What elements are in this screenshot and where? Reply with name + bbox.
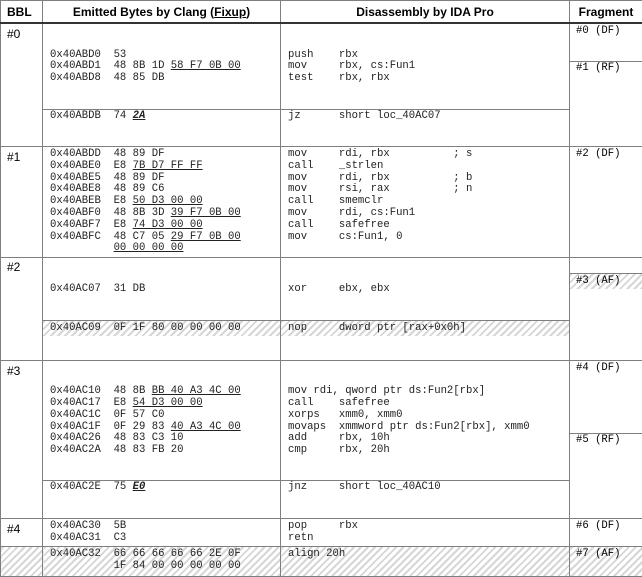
disasm-line: mov rdi, qword ptr ds:Fun2[rbx] (288, 386, 569, 398)
fragment-cell-2 (570, 258, 642, 360)
disasm-cell-0 (281, 23, 570, 146)
fragment-label: #5 (RF) (570, 435, 642, 447)
header-emitted-bytes-text: Emitted Bytes by Clang ( (73, 5, 214, 19)
disasm-line: mov rbx, cs:Fun1 (288, 61, 569, 73)
bytes-block (43, 109, 280, 123)
fragment-label: #3 (AF) (570, 276, 642, 288)
fixup-bytes: 58 F7 0B 00 (171, 60, 241, 72)
fixup-bytes: 74 D3 00 00 (133, 219, 203, 231)
fragment-label: #7 (AF) (570, 549, 642, 561)
fixup-bytes: 29 F7 0B 00 (171, 231, 241, 243)
bbl-label-1: #1 (1, 146, 43, 257)
fixup-bytes: 50 D3 00 00 (133, 195, 203, 207)
fragment-cell-3 (570, 360, 642, 518)
disasm-block (288, 147, 569, 257)
byte-text: 0x40AC17 E8 (50, 397, 133, 409)
disasm-line: retn (288, 533, 569, 545)
bytes-line (50, 533, 280, 545)
header-fixup-text: Fixup (214, 5, 246, 19)
disasm-cell-3 (281, 360, 570, 518)
bytes-line (50, 561, 280, 573)
disasm-line: xor ebx, ebx (288, 284, 569, 296)
disasm-line: pop rbx (288, 521, 569, 533)
byte-text: 0x40ABF7 E8 (50, 219, 133, 231)
bbl-label-4: #4 (1, 518, 43, 547)
byte-text: 1F 84 00 00 00 00 00 (50, 560, 241, 572)
disasm-line: call safefree (288, 398, 569, 410)
byte-text: 0x40AC30 5B (50, 520, 126, 532)
byte-text: 0x40ABE8 48 89 C6 (50, 183, 164, 195)
byte-text: 0x40AC10 48 8B (50, 385, 152, 397)
bytes-block (43, 282, 280, 297)
byte-text: 0x40ABE0 E8 (50, 160, 133, 172)
bbl-label-0: #0 (1, 23, 43, 146)
disasm-line: cmp rbx, 20h (288, 445, 569, 457)
header-fragment: Fragment (570, 1, 642, 24)
bytes-block (50, 48, 280, 85)
disasm-line: mov rsi, rax ; n (288, 184, 569, 196)
jump-offset-fixup: 2A (133, 110, 146, 122)
byte-text: 0x40ABFC 48 C7 05 (50, 231, 171, 243)
disasm-cell-4 (281, 518, 570, 547)
disasm-line: call _strlen (288, 161, 569, 173)
byte-text: 0x40ABF0 48 8B 3D (50, 207, 171, 219)
header-paren: ) (246, 5, 250, 19)
fixup-bytes: 7B D7 FF FF (133, 160, 203, 172)
disasm-line: mov rdi, cs:Fun1 (288, 208, 569, 220)
disasm-line: jz short loc_40AC07 (288, 111, 569, 123)
bytes-line (50, 445, 280, 457)
bytes-line (50, 323, 280, 335)
bytes-block (43, 480, 280, 494)
byte-text: 0x40AC2A 48 83 FB 20 (50, 444, 184, 456)
fragment-label: #1 (RF) (570, 63, 642, 75)
byte-text: 0x40ABD8 48 85 DB (50, 72, 164, 84)
header-disassembly: Disassembly by IDA Pro (281, 1, 570, 24)
disasm-line: mov rdi, rbx ; s (288, 149, 569, 161)
disasm-line (288, 243, 569, 255)
disasm-line: mov rdi, rbx ; b (288, 173, 569, 185)
disasm-block (288, 384, 569, 457)
disasm-line: nop dword ptr [rax+0x0h] (288, 323, 569, 335)
bbl-row-1 (1, 146, 642, 257)
bytes-cell-0 (43, 23, 281, 146)
bytes-line (50, 284, 280, 296)
bytes-cell-5 (43, 547, 281, 577)
bytes-cell-4 (43, 518, 281, 547)
fragment-cell-5 (570, 547, 642, 577)
bytes-line (50, 111, 280, 123)
bbl-row-3 (1, 360, 642, 518)
bytes-line (50, 482, 280, 494)
disasm-line: jnz short loc_40AC10 (288, 482, 569, 494)
disasm-cell-5 (281, 547, 570, 577)
header-row (1, 1, 642, 24)
byte-text: 0x40AC1F 0F 29 83 (50, 421, 171, 433)
bytes-block (43, 320, 280, 336)
byte-text: 0x40AC2E 75 (50, 481, 133, 493)
fixup-bytes: 39 F7 0B 00 (171, 207, 241, 219)
bytes-block (50, 147, 280, 257)
byte-text: 0x40AC31 C3 (50, 532, 126, 544)
bytes-line (50, 73, 280, 85)
byte-text: 0x40AC07 31 DB (50, 283, 145, 295)
disasm-line: align 20h (288, 549, 569, 561)
byte-text: 0x40ABD1 48 8B 1D (50, 60, 171, 72)
byte-text: 0x40AC1C 0F 57 C0 (50, 409, 164, 421)
fragment-cell-0 (570, 23, 642, 146)
byte-text: 0x40ABDD 48 89 DF (50, 148, 164, 160)
byte-text: 0x40ABDB 74 (50, 110, 133, 122)
header-emitted-bytes (43, 1, 281, 24)
fixup-bytes: 40 A3 4C 00 (171, 421, 241, 433)
bytes-block (50, 384, 280, 457)
fragment-label: #4 (DF) (570, 363, 642, 375)
bytes-line (50, 243, 280, 255)
disasm-line: movaps xmmword ptr ds:Fun2[rbx], xmm0 (288, 422, 569, 434)
disasm-line: mov cs:Fun1, 0 (288, 232, 569, 244)
byte-text: 0x40ABE5 48 89 DF (50, 172, 164, 184)
disasm-line: xorps xmm0, xmm0 (288, 410, 569, 422)
disasm-line: add rbx, 10h (288, 433, 569, 445)
disasm-line: test rbx, rbx (288, 73, 569, 85)
disasm-line: push rbx (288, 50, 569, 62)
bbl-label-2: #2 (1, 258, 43, 360)
fixup-bytes: BB 40 A3 4C 00 (152, 385, 241, 397)
bytes-cell-1 (43, 146, 281, 257)
disasm-block (288, 48, 569, 85)
align-bbl-cell (1, 547, 43, 577)
byte-text: 0x40ABEB E8 (50, 195, 133, 207)
byte-text: 0x40AC26 48 83 C3 10 (50, 432, 184, 444)
fixup-bytes: 00 00 00 00 (114, 242, 184, 254)
disasm-cell-2 (281, 258, 570, 360)
bbl-label-3: #3 (1, 360, 43, 518)
fragment-label: #6 (DF) (570, 521, 642, 533)
disasm-line: call smemclr (288, 196, 569, 208)
disasm-cell-1 (281, 146, 570, 257)
disasm-block (288, 547, 569, 576)
byte-text: 0x40ABD0 53 (50, 49, 126, 61)
byte-text (50, 242, 114, 254)
bbl-row-4 (1, 518, 642, 547)
fragment-cell-1 (570, 146, 642, 257)
fixup-bytes: 54 D3 00 00 (133, 397, 203, 409)
header-bbl: BBL (1, 1, 43, 24)
disasm-block (288, 519, 569, 547)
bytes-block (50, 547, 280, 576)
fragment-label: #2 (DF) (570, 149, 642, 161)
byte-text: 0x40AC09 0F 1F 80 00 00 00 00 (50, 322, 241, 334)
jump-offset-fixup: E0 (133, 481, 146, 493)
bbl-row-2 (1, 258, 642, 360)
align-row (1, 547, 642, 577)
bytes-cell-2 (43, 258, 281, 360)
bytes-block (50, 519, 280, 547)
disasm-tail (281, 109, 569, 123)
disasm-line: call safefree (288, 220, 569, 232)
byte-text: 0x40AC32 66 66 66 66 66 2E 0F (50, 548, 241, 560)
bytes-cell-3 (43, 360, 281, 518)
disasm-line (288, 561, 569, 573)
fragment-label: #0 (DF) (570, 26, 642, 38)
fragment-cell-4 (570, 518, 642, 547)
bbl-row-0 (1, 23, 642, 146)
